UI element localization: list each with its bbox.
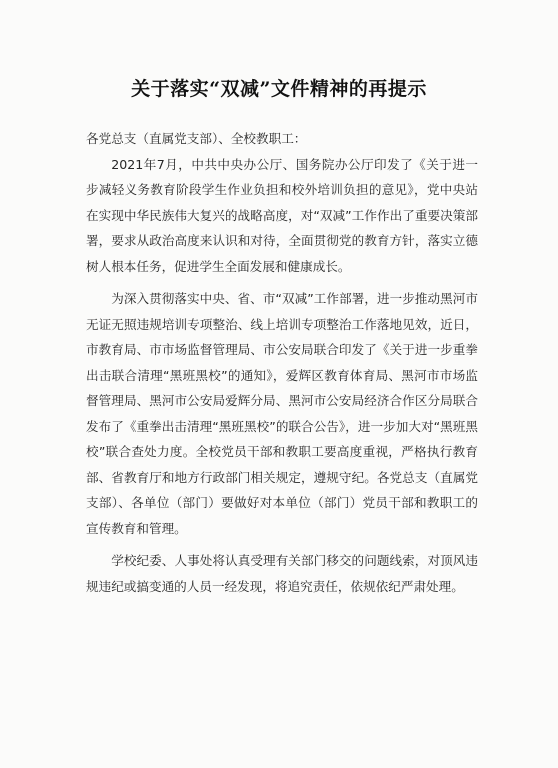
document-title: 关于落实“双减”文件精神的再提示 — [131, 78, 427, 100]
salutation: 各党总支（直属党支部）、全校教职工： — [86, 131, 307, 146]
paragraph-policy-background: 2021年7月，中共中央办公厅、国务院办公厅印发了《关于进一步减轻义务教育阶段学生作业负担和校外培训负担的意见》，党中央站在实现中华民族伟大复兴的战略高度，对“双减”工作作出了重要决策部署，要求从政治高度来认识和对待，全面贯彻党的教育方针，落实立德树人根本任务，促进学生全面发展和健康成长。 — [86, 156, 478, 274]
document-body — [86, 126, 478, 599]
paragraph-local-implementation: 为深入贯彻落实中央、省、市“双减”工作部署，进一步推动黑河市无证无照违规培训专项整治、线上培训专项整治工作落地见效，近日，市教育局、市市场监督管理局、市公安局联合印发了《关于进一步重拳出击联合清理“黑班黑校”的通知》，爱辉区教育体育局、黑河市市场监督管理局、黑河市公安局爱辉分局、黑河市公安局经济合作区分局联合发布了《重拳出击清理“黑班黑校”的联合公告》，进一步加大对“黑班黑校”联合查处力度。全校党员干部和教职工要高度重视，严格执行教育部、省教育厅和地方行政部门相关规定，遵规守纪。各党总支（直属党支部）、各单位（部门）要做好对本单位（部门）党员干部和教职工的宣传教育和管理。 — [86, 291, 478, 536]
paragraph-discipline-enforcement: 学校纪委、人事处将认真受理有关部门移交的问题线索，对顶风违规违纪或搞变通的人员一经发现，将追究责任，依规依纪严肃处理。 — [86, 553, 478, 594]
